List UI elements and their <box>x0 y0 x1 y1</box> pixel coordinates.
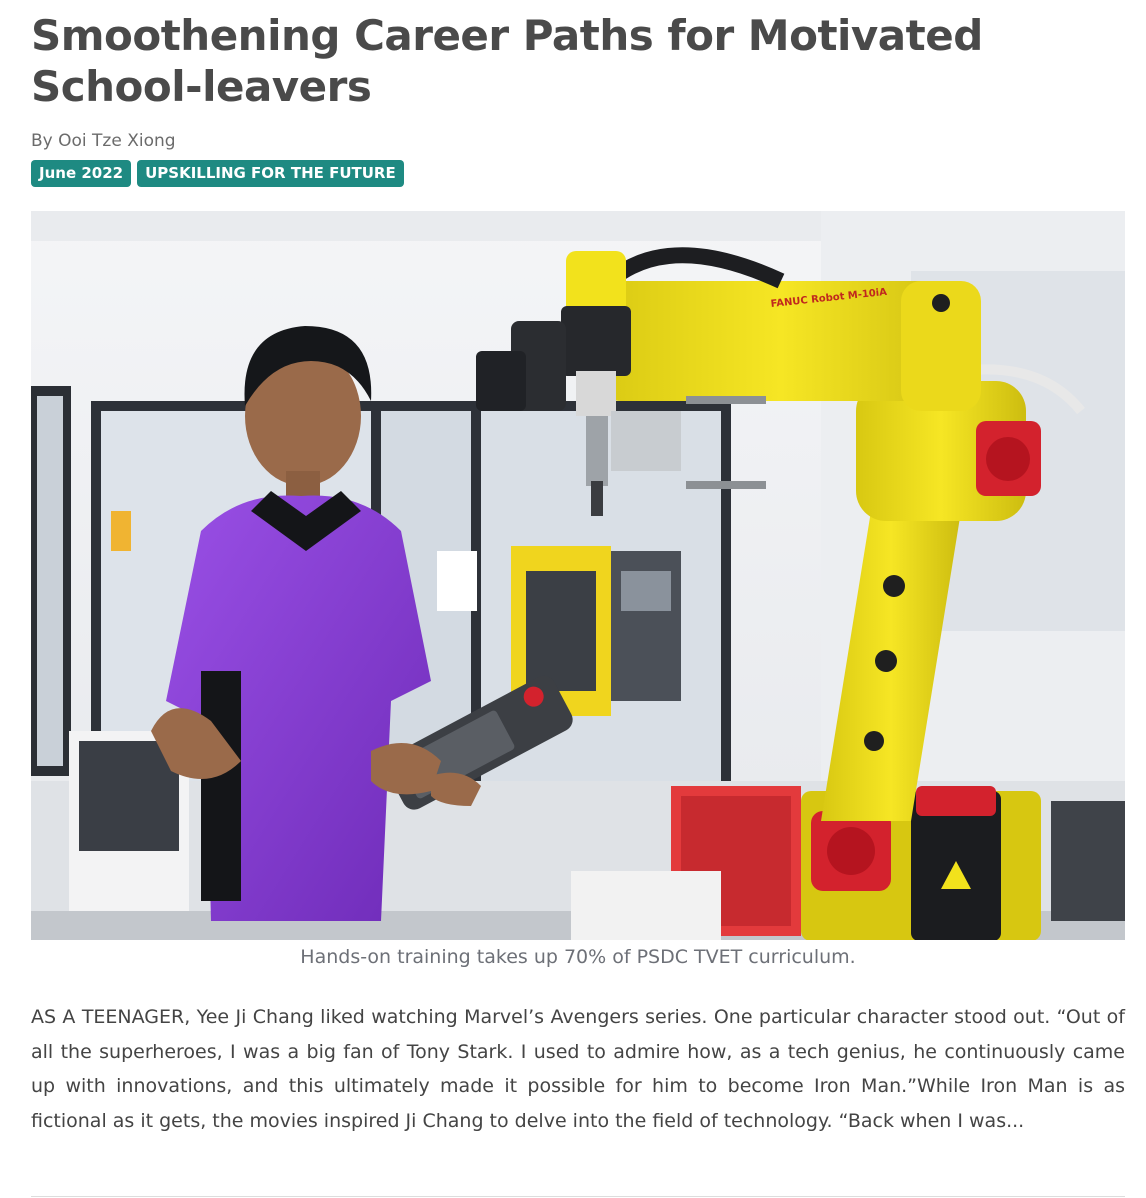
article-photo <box>31 211 1125 940</box>
photo-caption: Hands-on training takes up 70% of PSDC TVET curriculum. <box>300 946 856 968</box>
tag-category[interactable]: UPSKILLING FOR THE FUTURE <box>137 160 404 187</box>
article-excerpt: AS A TEENAGER, Yee Ji Chang liked watching Marvel’s Avengers series. One particular character stood out. “Out of all the superheroes, I was a big fan of Tony Stark. I used to admire how, as a tech genius, he continuously came up with innovations, and this ultimately made it possible for him to become Iron Man.”While Iron Man is as fictional as it gets, the movies inspired Ji Chang to delve into the field of technology. “Back when I was... <box>31 1006 1125 1132</box>
article-title: Smoothening Career Paths for Motivated School-leavers <box>31 11 983 111</box>
divider <box>31 1196 1125 1197</box>
robot-brand-label: FANUC Robot M-10iA <box>770 286 888 310</box>
tag-list <box>31 160 1125 187</box>
tag-date[interactable]: June 2022 <box>31 160 131 187</box>
article <box>31 0 1125 187</box>
author-byline: By Ooi Tze Xiong <box>31 131 176 151</box>
